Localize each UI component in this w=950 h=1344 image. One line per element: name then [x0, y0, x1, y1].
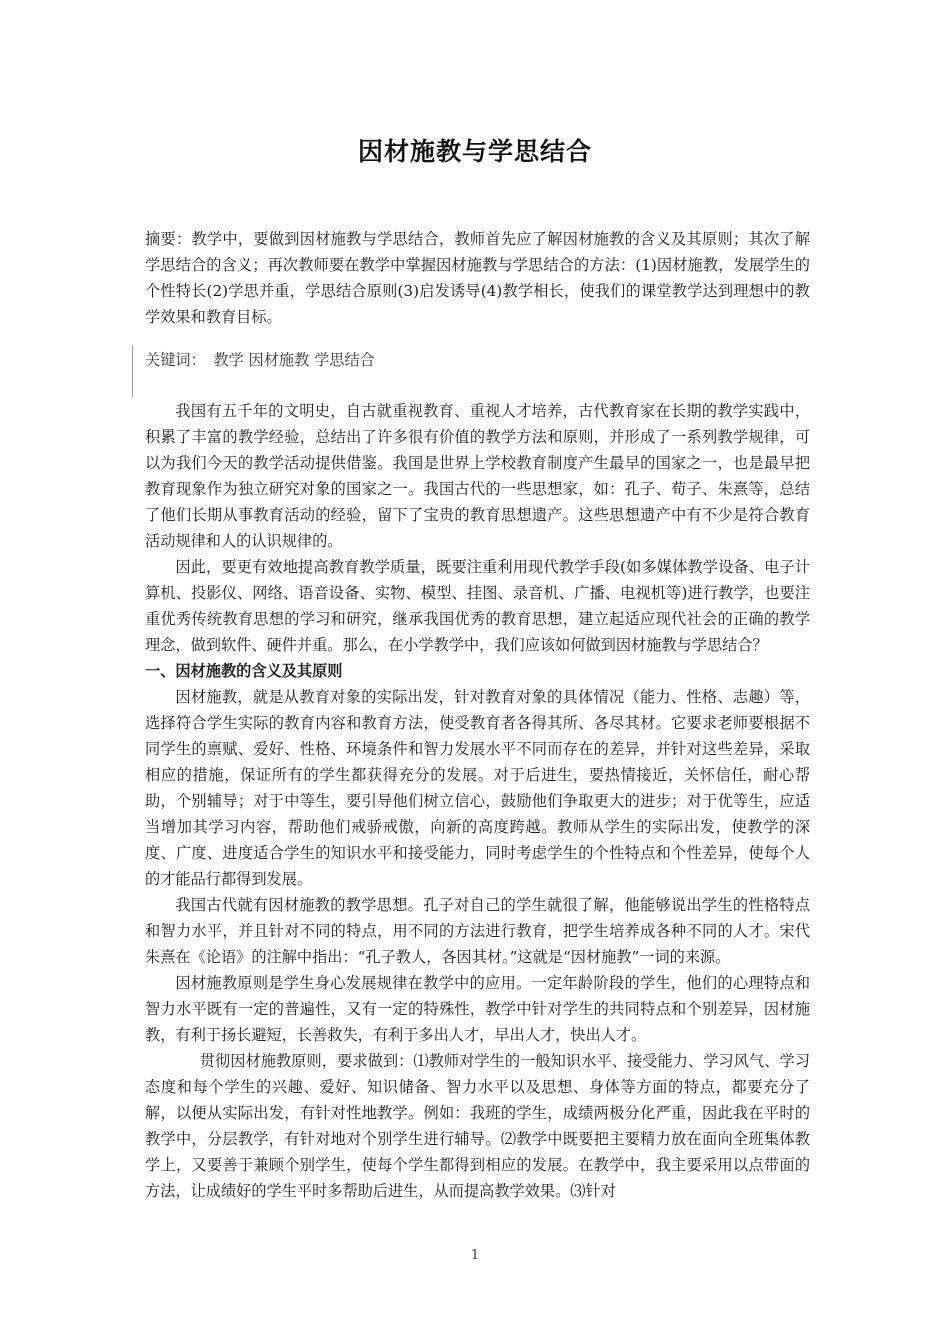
section-heading: 一、因材施教的含义及其原则: [145, 662, 343, 680]
document-title: 因材施教与学思结合: [357, 137, 592, 166]
page-number: 1: [470, 1248, 480, 1263]
keywords: 关键词： 教学 因材施教 学思结合: [145, 351, 375, 369]
document-body: [145, 398, 810, 1204]
paragraph: 贯彻因材施教原则，要求做到：⑴教师对学生的一般知识水平、接受能力、学习风气、学习态度和每个学生的兴趣、爱好、知识储备、智力水平以及思想、身体等方面的特点，都要充分了解，以便从实际出发，有针对性地教学。例如：我班的学生，成绩两极分化严重，因此我在平时的教学中，分层教学，有针对地对个别学生进行辅导。⑵教学中既要把主要精力放在面向全班集体教学上，又要善于兼顾个别学生，使每个学生都得到相应的发展。在教学中，我主要采用以点带面的方法，让成绩好的学生平时多帮助后进生，从而提高教学效果。⑶针对: [145, 1052, 810, 1200]
paragraph: 因材施教原则是学生身心发展规律在教学中的应用。一定年龄阶段的学生，他们的心理特点和智力水平既有一定的普遍性，又有一定的特殊性，教学中针对学生的共同特点和个别差异，因材施教，有利于扬长避短，长善救失，有利于多出人才，早出人才，快出人才。: [145, 974, 810, 1044]
paragraph: 因此，要更有效地提高教育教学质量，既要注重利用现代教学手段(如多媒体教学设备、电子计算机、投影仪、网络、语音设备、实物、模型、挂图、录音机、广播、电视机等)进行教学，也要注重优秀传统教育思想的学习和研究，继承我国优秀的教育思想，建立起适应现代社会的正确的教学理念，做到软件、硬件并重。那么，在小学教学中，我们应该如何做到因材施教与学思结合？: [145, 558, 810, 654]
keyword-divider: [132, 345, 133, 397]
paragraph: 我国古代就有因材施教的教学思想。孔子对自己的学生就很了解，他能够说出学生的性格特点和智力水平，并且针对不同的特点，用不同的方法进行教育，把学生培养成各种不同的人才。宋代朱熹在《论语》的注解中指出：“孔子教人，各因其材。”这就是“因材施教”一词的来源。: [145, 896, 810, 966]
abstract: 摘要：教学中，要做到因材施教与学思结合，教师首先应了解因材施教的含义及其原则；其次了解学思结合的含义；再次教师要在教学中掌握因材施教与学思结合的方法：(1)因材施教，发展学生的个性特长(2)学思并重，学思结合原则(3)启发诱导(4)教学相长，使我们的课堂教学达到理想中的教学效果和教育目标。: [145, 230, 810, 326]
paragraph: 我国有五千年的文明史，自古就重视教育、重视人才培养，古代教育家在长期的教学实践中，积累了丰富的教学经验，总结出了许多很有价值的教学方法和原则，并形成了一系列教学规律，可以为我们今天的教学活动提供借鉴。我国是世界上学校教育制度产生最早的国家之一，也是最早把教育现象作为独立研究对象的国家之一。我国古代的一些思想家，如：孔子、荀子、朱熹等，总结了他们长期从事教育活动的经验，留下了宝贵的教育思想遗产。这些思想遗产中有不少是符合教育活动规律和人的认识规律的。: [145, 402, 810, 550]
paragraph: 因材施教，就是从教育对象的实际出发，针对教育对象的具体情况（能力、性格、志趣）等，选择符合学生实际的教育内容和教育方法，使受教育者各得其所、各尽其材。它要求老师要根据不同学生的禀赋、爱好、性格、环境条件和智力发展水平不同而存在的差异，并针对这些差异，采取相应的措施，保证所有的学生都获得充分的发展。对于后进生，要热情接近，关怀信任，耐心帮助，个别辅导；对于中等生，要引导他们树立信心，鼓励他们争取更大的进步；对于优等生，应适当增加其学习内容，帮助他们戒骄戒傲，向新的高度跨越。教师从学生的实际出发，使教学的深度、广度、进度适合学生的知识水平和接受能力，同时考虑学生的个性特点和个性差异，使每个人的才能品行都得到发展。: [145, 688, 810, 888]
